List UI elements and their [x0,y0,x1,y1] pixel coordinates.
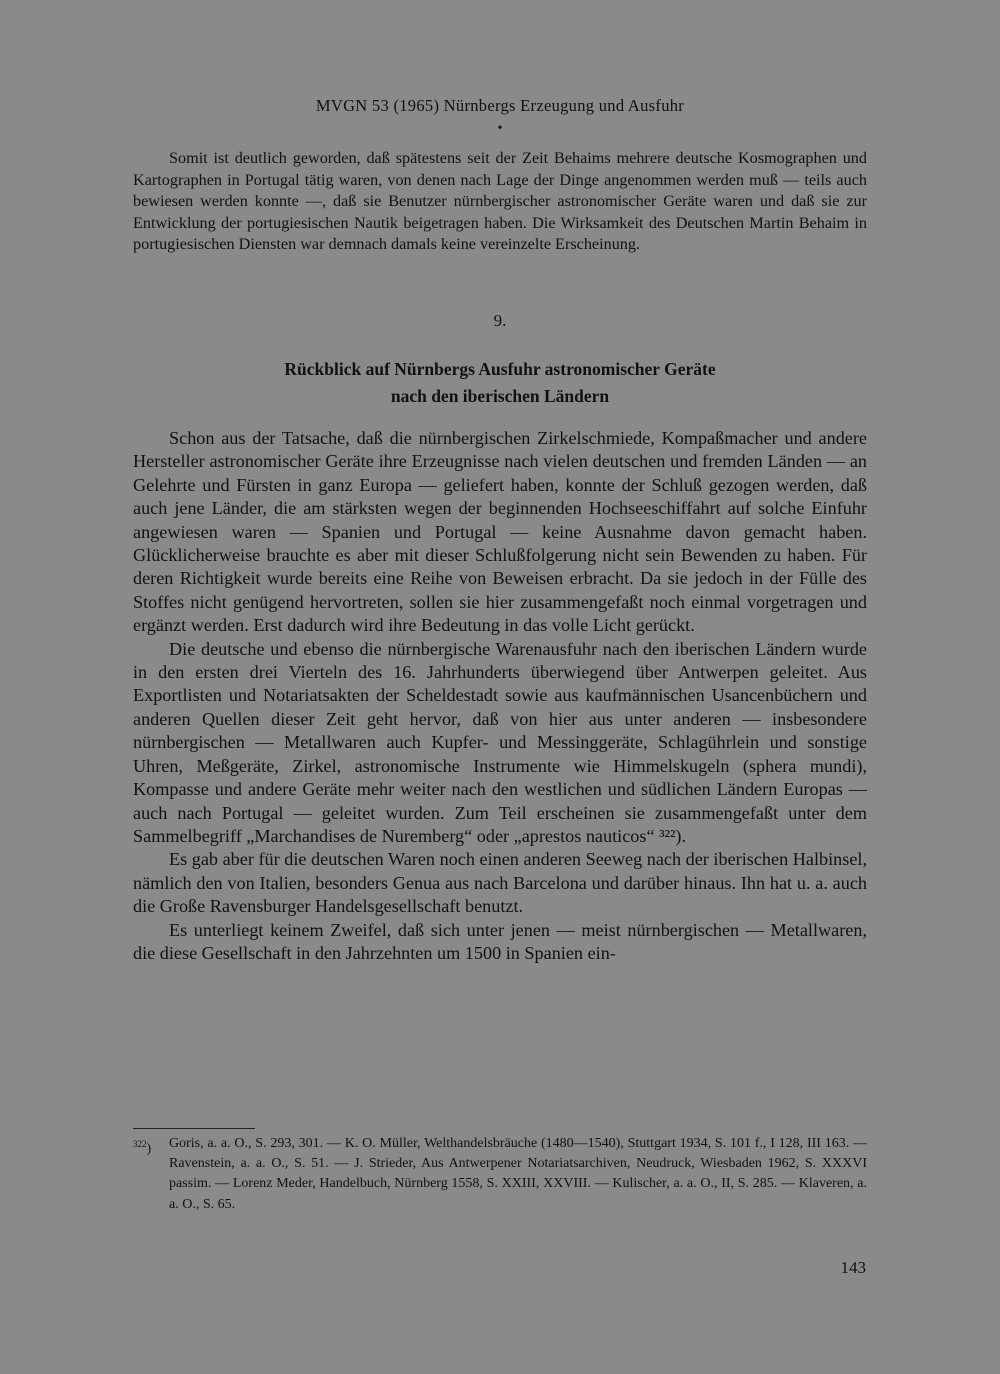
page-number: 143 [840,1258,866,1277]
body-paragraph: Es gab aber für die deutschen Waren noch einen anderen Seeweg nach der iberischen Halbinsel, nämlich den von Italien, besonders Genua aus nach Barcelona und darüber hinaus. Ihn hat u. a. auch die Große Ravensburger Handelsgesellschaft benutzt. [133,849,867,917]
bullet-mark: • [497,121,503,136]
footnote-divider [133,1128,255,1129]
footnote [133,1134,867,1215]
footnote-marker: $^{322}$) [133,1139,152,1157]
section-number: 9. [493,311,507,330]
section-heading [0,356,1000,410]
running-head: MVGN 53 (1965) Nürnbergs Erzeugung und Ausfuhr [315,96,685,115]
body-paragraph: Es unterliegt keinem Zweifel, daß sich unter jenen — meist nürnbergischen — Metallwaren, die diese Gesellschaft in den Jahrzehnten um 1500 in Spanien ein- [133,919,867,963]
section-title-line-2: nach den iberischen Ländern [390,386,610,406]
intro-block [133,148,867,256]
body-text [133,427,867,965]
intro-paragraph: Somit ist deutlich geworden, daß spätestens seit der Zeit Behaims mehrere deutsche Kosmographen und Kartographen in Portugal tätig waren, von denen nach Lage der Dinge angenommen werden muß — teils auch bewiesen werden konnte —, daß sie Benutzer nürnbergischer astronomischer Geräte waren und daß sie zur Entwicklung der portugiesischen Nautik beigetragen haben. Die Wirksamkeit des Deutschen Martin Behaim in portugiesischen Diensten war demnach damals keine vereinzelte Erscheinung. [133,149,867,253]
body-paragraph: Die deutsche und ebenso die nürnbergische Warenausfuhr nach den iberischen Ländern wurde in den ersten drei Vierteln des 16. Jahrhunderts überwiegend über Antwerpen geleitet. Aus Exportlisten und Notariatsakten der Scheldestadt sowie aus kaufmännischen Usancenbüchern und anderen Quellen dieser Zeit geht hervor, daß von hier aus unter anderen — insbesondere nürnbergischen — Metallwaren auch Kupfer- und Messinggeräte, Schlagührlein und sonstige Uhren, Meßgeräte, Zirkel, astronomische Instrumente wie Himmelskugeln (sphera mundi), Kompasse und andere Geräte mehr weiter nach den westlichen und südlichen Ländern Europas — auch nach Portugal — geleitet wurden. Zum Teil erscheinen sie zusammengefaßt unter dem Sammelbegriff „Marchandises de Nuremberg“ oder „aprestos nauticos“ ³²²). [133,638,867,846]
footnote-number: 322 [133,1139,147,1149]
section-title-line-1: Rückblick auf Nürnbergs Ausfuhr astronomischer Geräte [284,359,716,379]
body-paragraph: Schon aus der Tatsache, daß die nürnbergischen Zirkelschmiede, Kompaßmacher und andere Hersteller astronomischer Geräte ihre Erzeugnisse nach vielen deutschen und fremden Länden — an Gelehrte und Fürsten in ganz Europa — geliefert haben, konnte der Schluß gezogen werden, daß auch jene Länder, die am stärksten wegen der beginnenden Hochseeschiffahrt auf solche Einfuhr angewiesen waren — Spanien und Portugal — keine Ausnahme davon gemacht haben. Glücklicherweise brauchte es aber mit dieser Schlußfolgerung nicht sein Bewenden zu haben. Für deren Richtigkeit wurde bereits eine Reihe von Beweisen erbracht. Da sie jedoch in der Fülle des Stoffes nicht genügend hervortreten, sollen sie hier zusammengefaßt noch einmal vorgetragen und ergänzt werden. Erst dadurch wird ihre Bedeutung in das volle Licht gerückt. [133,428,867,636]
footnote-text: Goris, a. a. O., S. 293, 301. — K. O. Müller, Welthandelsbräuche (1480—1540), Stuttgart 1934, S. 101 f., I 128, III 163. — Ravenstein, a. a. O., S. 51. — J. Strieder, Aus Antwerpener Notariatsarchiven, Neudruck, Wiesbaden 1962, S. XXXVI passim. — Lorenz Meder, Handelbuch, Nürnberg 1558, S. XXIII, XXVIII. — Kulischer, a. a. O., II, S. 285. — Klaveren, a. a. O., S. 65. [169,1136,867,1212]
